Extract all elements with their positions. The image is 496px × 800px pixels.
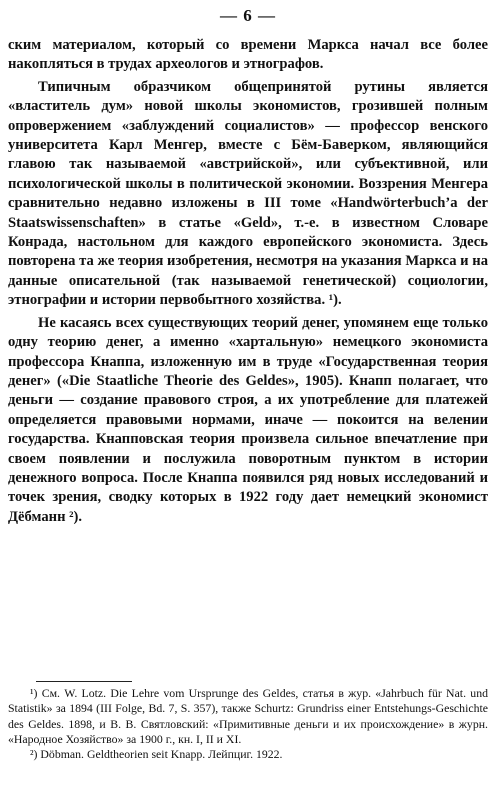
page-number: — 6 — [220, 6, 276, 25]
paragraph-continuation: ским материалом, который со времени Маркса начал все более накопляться в трудах археологов и этнографов. [8, 37, 488, 73]
footnote-divider [36, 681, 132, 682]
footnote-1: ¹) См. W. Lotz. Die Lehre vom Ursprunge des Geldes, статья в жур. «Jahrbuch für Nat. und Statistik» за 1894 (III Folge, Bd. 7, S. 357), также Schurtz: Grundriss einer Entstehungs-Geschichte des Geldes. 1898, и В. В. Святловский: «Примитивные деньги и их происхождение» в журн. «Народное Хозяйство» за 1900 г., кн. I, II и XI. [8, 686, 488, 746]
paragraph-knapp: Не касаясь всех существующих теорий денег, упомянем еще только одну теорию денег, а именно «хартальную» немецкого экономиста профессора Кнаппа, изложенную им в труде «Государственная теория денег» («Die Staatliche Theorie des Geldes», 1905). Кнапп полагает, что деньги — создание правового строя, а их употребление для платежей определяется правовыми нормами, иначе — покоится на велении государства. Кнапповская теория произвела сильное впечатление при своем появлении и послужила поворотным пунктом в истории денежного вопроса. После Кнаппа появился ряд новых исследований и точек зрения, сводку которых в 1922 году дает немецкий экономист Дёбманн ²). [8, 314, 488, 525]
paragraph-menger: Типичным образчиком общепринятой рутины является «властитель дум» новой школы экономистов, грозившей полным опровержением «заблуждений социалистов» — профессор венского университета Карл Менгер, вместе с Бём-Баверком, являющийся главою так называемой «австрийской», или субъективной, или психологической школы в политической экономии. Воззрения Менгера сравнительно недавно изложены в III томе «Handwörterbuch’a der Staatswissenschaften» в статье «Geld», т.-е. в известном Словаре Конрада, настольном для каждого европейского экономиста. Здесь повторена та же теория изобретения, несмотря на указания Маркса и на данные описательной (так называемой генетической) социологии, этнографии и истории первобытного хозяйства. ¹). [8, 78, 488, 309]
main-text [8, 36, 488, 527]
footnote-2: ²) Döbman. Geldtheorien seit Knapp. Лейпциг. 1922. [30, 747, 283, 762]
footnotes [8, 686, 488, 762]
